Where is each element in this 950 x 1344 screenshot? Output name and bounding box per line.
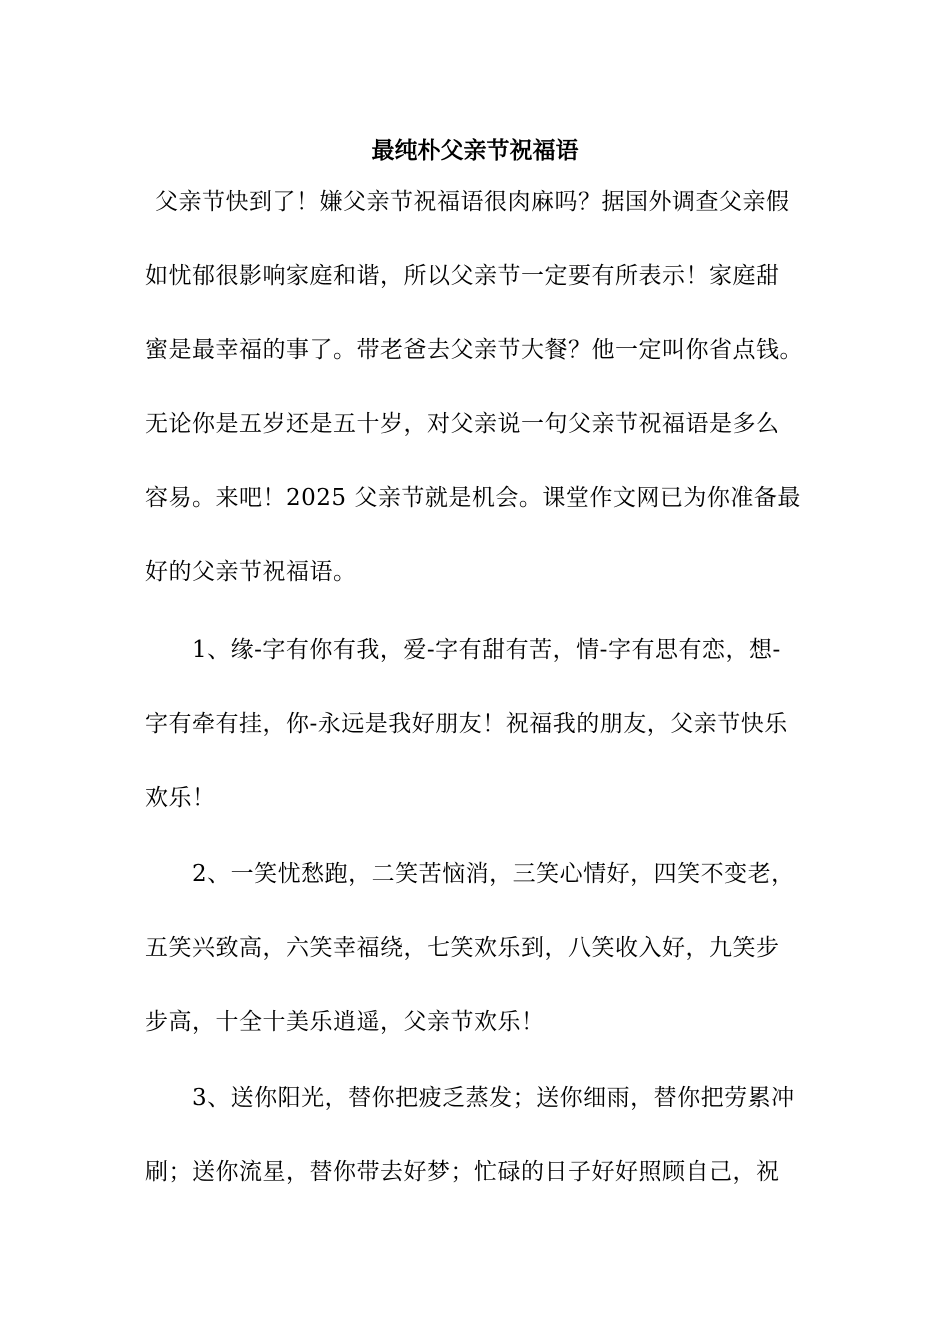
paragraph-line: 父亲节快到了！嫌父亲节祝福语很肉麻吗？据国外调查父亲假	[155, 189, 790, 215]
list-item-line: 字有牵有挂，你-永远是我好朋友！祝福我的朋友，父亲节快乐	[145, 711, 788, 737]
list-item-line: 刷；送你流星，替你带去好梦；忙碌的日子好好照顾自己，祝	[145, 1159, 780, 1185]
paragraph-line: 好的父亲节祝福语。	[145, 559, 357, 585]
list-item-line: 五笑兴致高，六笑幸福绕，七笑欢乐到，八笑收入好，九笑步	[145, 935, 780, 961]
list-item-line: 步高，十全十美乐逍遥，父亲节欢乐！	[145, 1009, 545, 1035]
list-item-line: 3、送你阳光，替你把疲乏蒸发；送你细雨，替你把劳累冲	[192, 1085, 795, 1111]
list-item-line: 2、一笑忧愁跑，二笑苦恼消，三笑心情好，四笑不变老，	[192, 861, 795, 887]
paragraph-line: 蜜是最幸福的事了。带老爸去父亲节大餐？他一定叫你省点钱。	[145, 337, 803, 363]
list-item-line: 欢乐！	[145, 785, 216, 811]
paragraph-line: 无论你是五岁还是五十岁，对父亲说一句父亲节祝福语是多么	[145, 411, 780, 437]
paragraph-line: 容易。来吧！2025 父亲节就是机会。课堂作文网已为你准备最	[145, 485, 801, 511]
paragraph-line: 如忧郁很影响家庭和谐，所以父亲节一定要有所表示！家庭甜	[145, 263, 780, 289]
list-item-line: 1、缘-字有你有我，爱-字有甜有苦，情-字有思有恋，想-	[192, 637, 781, 663]
document-title: 最纯朴父亲节祝福语	[371, 138, 579, 164]
